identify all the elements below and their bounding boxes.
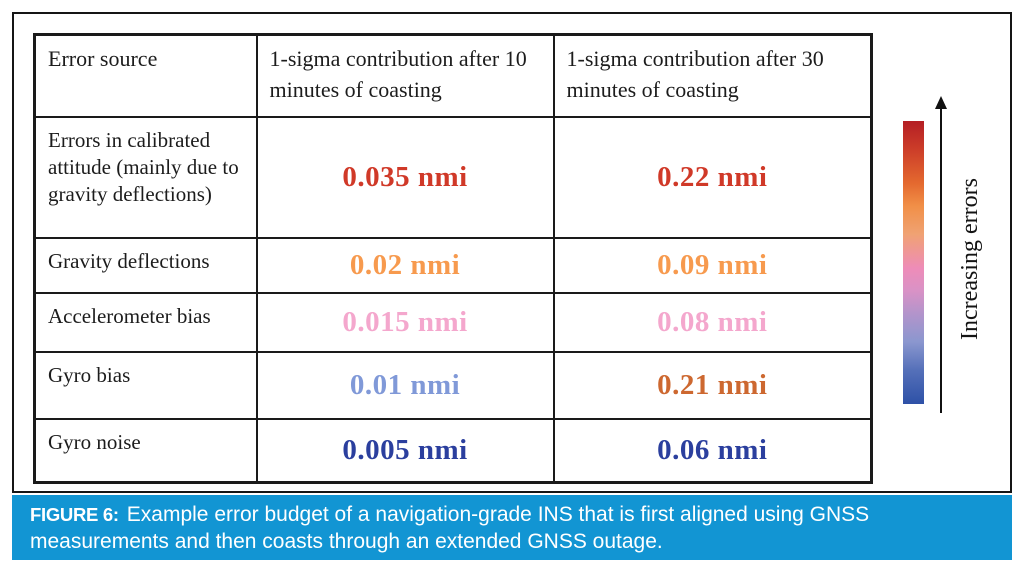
row-label: Gravity deflections [35,238,257,293]
table-row [35,238,872,293]
table-row [35,293,872,352]
up-arrow-icon [935,96,947,109]
value-10min: 0.005 nmi [257,419,554,483]
header-30-min: 1-sigma contribution after 30 minutes of coasting [554,35,872,117]
table-row [35,117,872,238]
value-10min: 0.01 nmi [257,352,554,419]
figure-caption [12,495,1012,560]
value-30min: 0.08 nmi [554,293,872,352]
value-30min: 0.09 nmi [554,238,872,293]
error-budget-table [33,33,873,484]
value-30min: 0.21 nmi [554,352,872,419]
header-10-min: 1-sigma contribution after 10 minutes of coasting [257,35,554,117]
row-label: Errors in calibrated attitude (mainly due to gravity deflections) [35,117,257,238]
colorbar-label: Increasing errors [957,178,983,340]
table-row [35,352,872,419]
error-colorbar [903,121,924,404]
table-header-row [35,35,872,117]
value-10min: 0.02 nmi [257,238,554,293]
up-arrow-shaft [940,108,942,413]
row-label: Gyro bias [35,352,257,419]
table-row [35,419,872,483]
value-10min: 0.015 nmi [257,293,554,352]
figure-number: FIGURE 6: [30,504,119,525]
value-30min: 0.06 nmi [554,419,872,483]
caption-text: Example error budget of a navigation-grade INS that is first aligned using GNSS measurements and then coasts through an extended GNSS outage. [30,503,870,553]
row-label: Gyro noise [35,419,257,483]
value-30min: 0.22 nmi [554,117,872,238]
value-10min: 0.035 nmi [257,117,554,238]
row-label: Accelerometer bias [35,293,257,352]
header-error-source: Error source [35,35,257,117]
figure-frame [12,12,1012,493]
